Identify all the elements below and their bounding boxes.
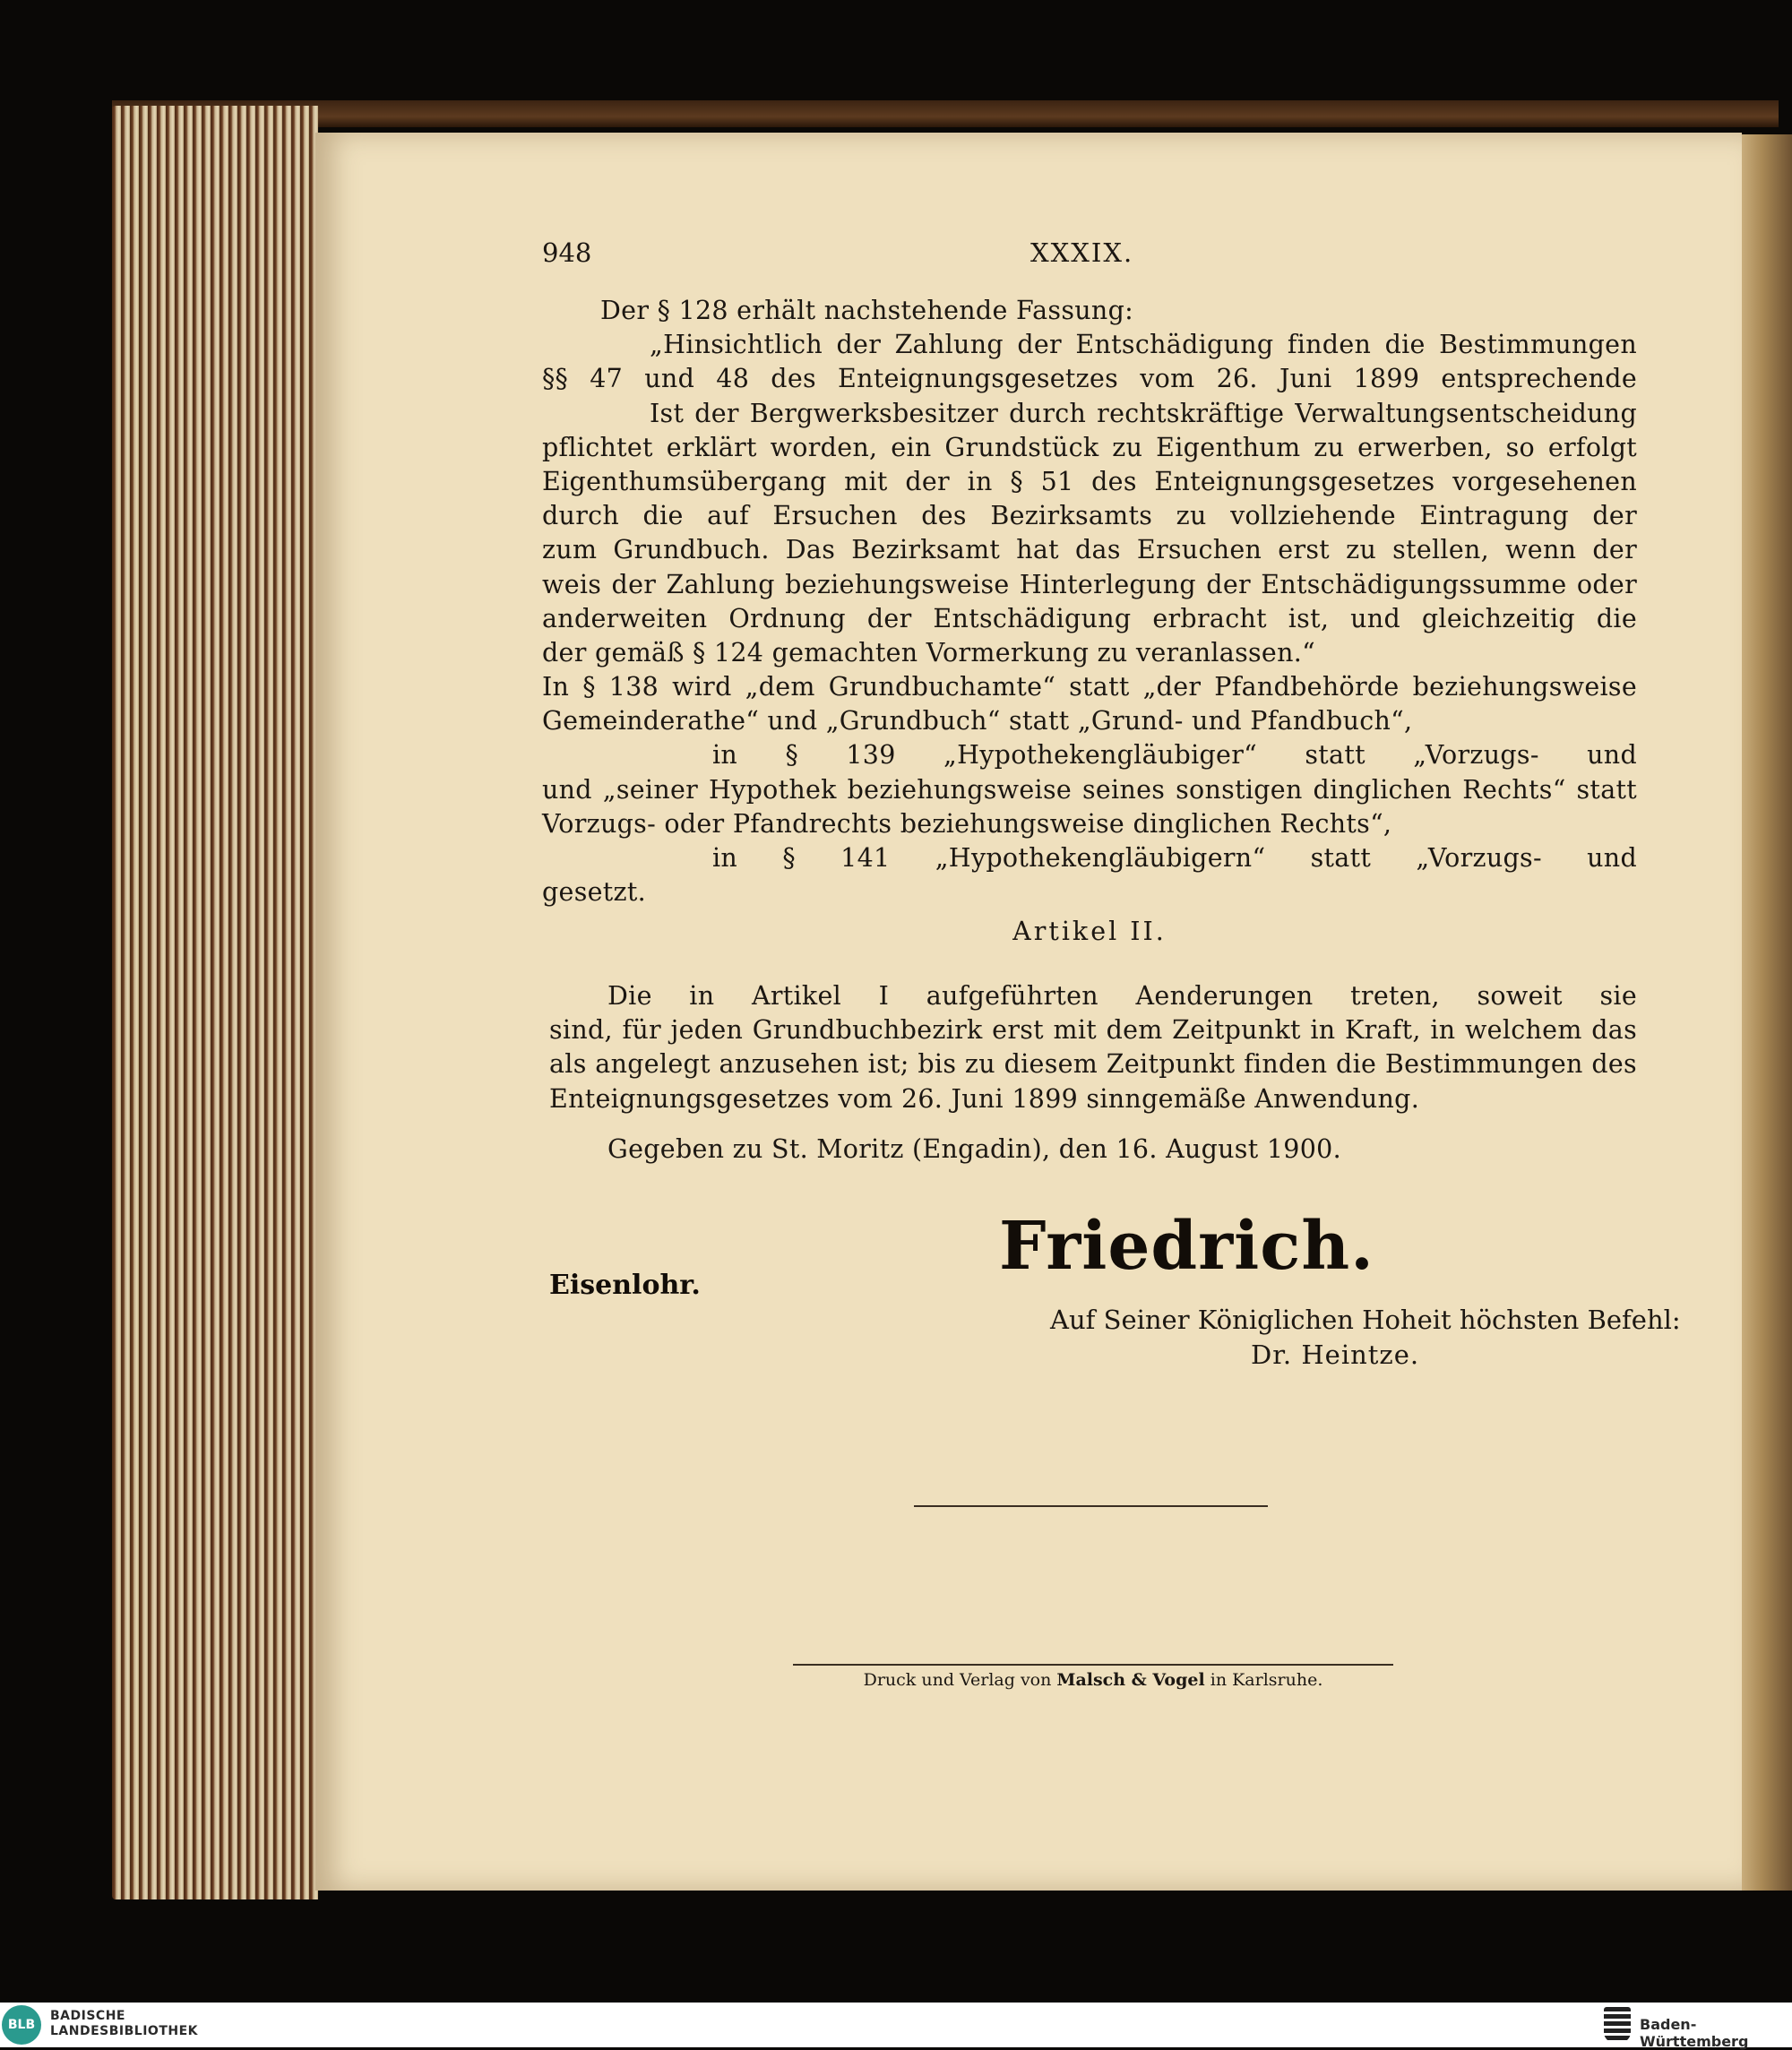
text-line: „Hinsichtlich der Zahlung der Entschädigung finden die Bestimmungen <box>650 330 1637 360</box>
body-text <box>542 294 1637 950</box>
order-line: Auf Seiner Königlichen Hoheit höchsten Befehl: <box>1050 1305 1681 1335</box>
divider-rule <box>914 1505 1268 1507</box>
blb-logo-icon[interactable]: BLB <box>2 2005 41 2045</box>
library-name-line: BADISCHE <box>50 2009 125 2023</box>
text-line: Enteignungsgesetzes vom 26. Juni 1899 sinngemäße Anwendung. <box>549 1083 1420 1114</box>
footer-bar <box>0 2003 1792 2047</box>
minister-signature: Dr. Heintze. <box>1251 1339 1420 1370</box>
text-line: Vorzugs- oder Pfandrechts beziehungsweise dinglichen Rechts“, <box>542 808 1392 839</box>
text-line: §§ 47 und 48 des Enteignungsgesetzes vom 26. Juni 1899 entsprechende <box>542 364 1637 394</box>
text-line: zum Grundbuch. Das Bezirksamt hat das Ersuchen erst zu stellen, wenn der <box>542 535 1637 565</box>
text-line: Die in Artikel I aufgeführten Aenderungen treten, soweit sie <box>607 981 1637 1011</box>
imprint-prefix: Druck und Verlag von <box>863 1670 1052 1690</box>
library-name-line: LANDESBIBLIOTHEK <box>50 2024 199 2038</box>
text-line: in § 139 „Hypothekengläubiger“ statt „Vorzugs- und <box>712 740 1637 771</box>
library-name[interactable] <box>50 2009 198 2039</box>
text-line: Ist der Bergwerksbesitzer durch rechtskräftige Verwaltungsentscheidung <box>650 398 1637 428</box>
article-heading: Artikel II. <box>1012 917 1167 947</box>
text-line: gesetzt. <box>542 877 646 908</box>
text-line: anderweiten Ordnung der Entschädigung erbracht ist, und gleichzeitig die <box>542 603 1637 633</box>
page-number: 948 <box>542 237 592 268</box>
given-line: Gegeben zu St. Moritz (Engadin), den 16. August 1900. <box>607 1133 1341 1164</box>
imprint-publisher: Malsch & Vogel <box>1056 1670 1205 1690</box>
text-line: Gemeinderathe“ und „Grundbuch“ statt „Grund- und Pfandbuch“, <box>542 706 1413 736</box>
item-14-line <box>542 670 1637 704</box>
imprint-rule <box>793 1664 1393 1666</box>
text-line: pflichtet erklärt worden, ein Grundstück zu Eigenthum zu erwerben, so erfolgt <box>542 432 1637 462</box>
imprint <box>793 1670 1393 1690</box>
text-line: durch die auf Ersuchen des Bezirksamts zu vollziehende Eintragung der <box>542 501 1637 531</box>
section-number: XXXIX. <box>1030 237 1134 268</box>
text-line: und „seiner Hypothek beziehungsweise seines sonstigen dinglichen Rechts“ statt <box>542 774 1637 805</box>
book-cover-top <box>112 100 1779 127</box>
text-line: Der § 128 erhält nachstehende Fassung: <box>600 296 1134 325</box>
countersignature: Eisenlohr. <box>549 1270 701 1301</box>
text-line: sind, für jeden Grundbuchbezirk erst mit dem Zeitpunkt in Kraft, in welchem das <box>549 1015 1637 1046</box>
book-page-edges <box>112 106 318 1899</box>
page-header <box>542 237 1637 275</box>
text-line: Eigenthumsübergang mit der in § 51 des Enteignungsgesetzes vorgesehenen <box>542 466 1637 496</box>
state-coat-of-arms-icon <box>1604 2007 1631 2043</box>
article-2-text <box>549 979 1637 1167</box>
state-name[interactable]: Baden-Württemberg <box>1640 2016 1749 2050</box>
facing-page-edge <box>1742 134 1792 1891</box>
text-line: in § 141 „Hypothekengläubigern“ statt „Vorzugs- und <box>712 843 1637 873</box>
imprint-suffix: in Karlsruhe. <box>1210 1670 1323 1690</box>
text-line: In § 138 wird „dem Grundbuchamte“ statt „der Pfandbehörde beziehungsweise <box>542 672 1637 702</box>
text-line: als angelegt anzusehen ist; bis zu diesem Zeitpunkt finden die Bestimmungen des <box>549 1049 1637 1080</box>
sovereign-signature: Friedrich. <box>999 1208 1374 1285</box>
text-line: weis der Zahlung beziehungsweise Hinterlegung der Entschädigungssumme oder <box>542 569 1637 599</box>
text-line: der gemäß § 124 gemachten Vormerkung zu veranlassen.“ <box>542 637 1315 668</box>
